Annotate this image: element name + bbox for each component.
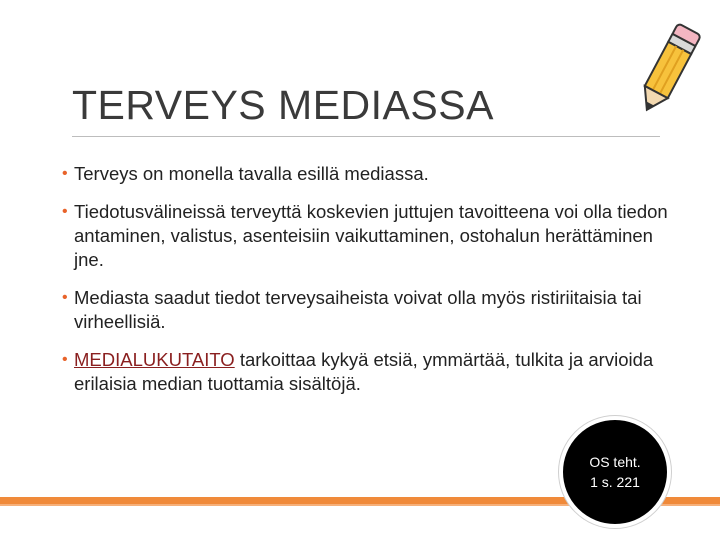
title-divider <box>72 136 660 137</box>
bullet-text: Mediasta saadut tiedot terveysaiheista voivat olla myös ristiriitaisia tai virheellisiä. <box>74 287 642 332</box>
slide-title: TERVEYS MEDIASSA <box>72 82 494 128</box>
bullet-item <box>62 200 672 272</box>
bullet-list <box>62 162 672 410</box>
bullet-item <box>62 162 672 186</box>
bullet-marker: • <box>62 203 68 220</box>
pencil-icon <box>628 20 708 120</box>
exercise-reference-badge <box>559 416 671 528</box>
bullet-marker: • <box>62 165 68 182</box>
bullet-marker: • <box>62 351 68 368</box>
reference-line-2: 1 s. 221 <box>590 474 640 490</box>
bullet-text: Tiedotusvälineissä terveyttä koskevien juttujen tavoitteena voi olla tiedon antaminen, valistus, asenteisiin vaikuttaminen, ostohalun herättäminen jne. <box>74 201 668 270</box>
bullet-text: tarkoittaa kykyä etsiä, ymmärtää, tulkita ja arvioida erilaisia median tuottamia sisältöjä. <box>74 349 654 394</box>
medialukutaito-term: MEDIALUKUTAITO <box>74 349 235 370</box>
bullet-item <box>62 348 672 396</box>
bullet-item <box>62 286 672 334</box>
bullet-marker: • <box>62 289 68 306</box>
bullet-text: Terveys on monella tavalla esillä mediassa. <box>74 163 429 184</box>
reference-line-1: OS teht. <box>589 454 641 470</box>
